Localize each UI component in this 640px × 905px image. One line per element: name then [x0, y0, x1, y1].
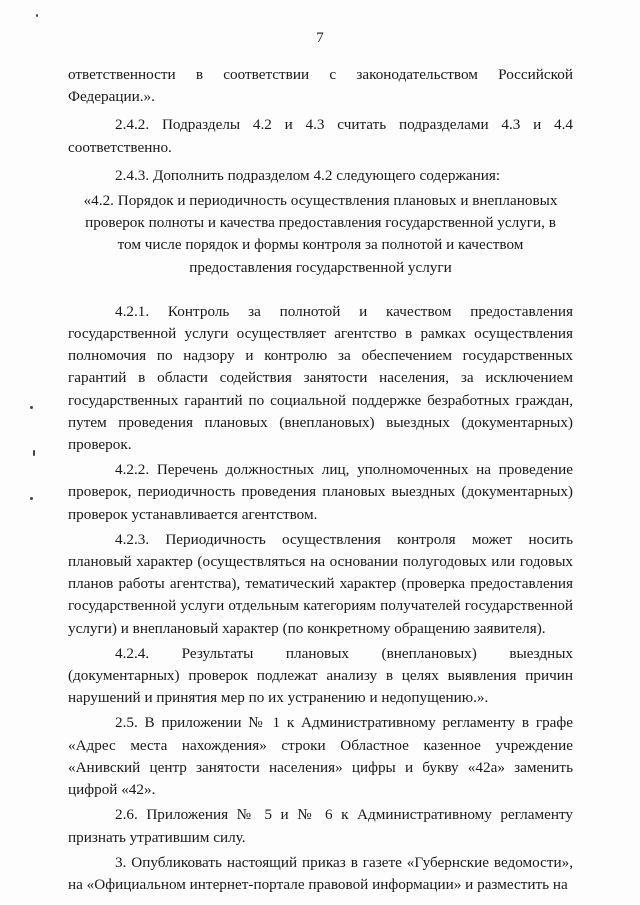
paragraph-2-4-3: 2.4.3. Дополнить подразделом 4.2 следующего содержания: — [115, 166, 501, 184]
paragraph-liability-end: ответственности в соответствии с законодательством Российской Федерации.». — [68, 66, 573, 106]
section-4-2-heading: «4.2. Порядок и периодичность осуществления плановых и внеплановых проверок полноты и качества предоставления государственной услуги, в том числе порядок и формы контроля за полнотой и качеством предоставления государственной услуги — [83, 192, 558, 276]
page-number: 7 — [316, 30, 324, 46]
paragraph-2-4-2: 2.4.2. Подразделы 4.2 и 4.3 считать подразделами 4.3 и 4.4 соответственно. — [68, 116, 573, 156]
document-body — [68, 64, 573, 896]
scan-speck — [36, 14, 38, 17]
scan-speck — [33, 450, 35, 456]
scan-speck — [30, 406, 33, 409]
paragraph-3: 3. Опубликовать настоящий приказ в газете «Губернские ведомости», на «Официальном интернет-портале правовой информации» и разместить на — [68, 853, 573, 893]
scan-speck — [30, 497, 33, 500]
paragraph-4-2-1: 4.2.1. Контроль за полнотой и качеством предоставления государственной услуги осуществляет агентство в рамках осуществления полномочия по надзору и контролю за обеспечением государственных гарантий в области содействия занятости населения, за исключением государственных гарантий по социальной поддержке безработных граждан, путем проведения плановых (внеплановых) выездных (документарных) проверок. — [68, 302, 573, 454]
paragraph-4-2-2: 4.2.2. Перечень должностных лиц, уполномоченных на проведение проверок, периодичность проведения плановых выездных (документарных) проверок устанавливается агентством. — [68, 461, 573, 523]
paragraph-2-5: 2.5. В приложении № 1 к Административному регламенту в графе «Адрес места нахождения» строки Областное казенное учреждение «Анивский центр занятости населения» цифры и букву «42а» заменить цифрой «42». — [68, 714, 573, 799]
paragraph-2-6: 2.6. Приложения № 5 и № 6 к Административному регламенту признать утратившим силу. — [68, 806, 573, 846]
paragraph-4-2-4: 4.2.4. Результаты плановых (внеплановых) выездных (документарных) проверок подлежат анализу в целях выявления причин нарушений и принятия мер по их устранению и недопущению.». — [68, 644, 573, 707]
paragraph-4-2-3: 4.2.3. Периодичность осуществления контроля может носить плановый характер (осуществляться на основании полугодовых или годовых планов работы агентства), тематический характер (проверка предоставления государственной услуги отдельным категориям получателей государственной услуги) и внеплановый характер (по конкретному обращению заявителя). — [68, 530, 573, 637]
